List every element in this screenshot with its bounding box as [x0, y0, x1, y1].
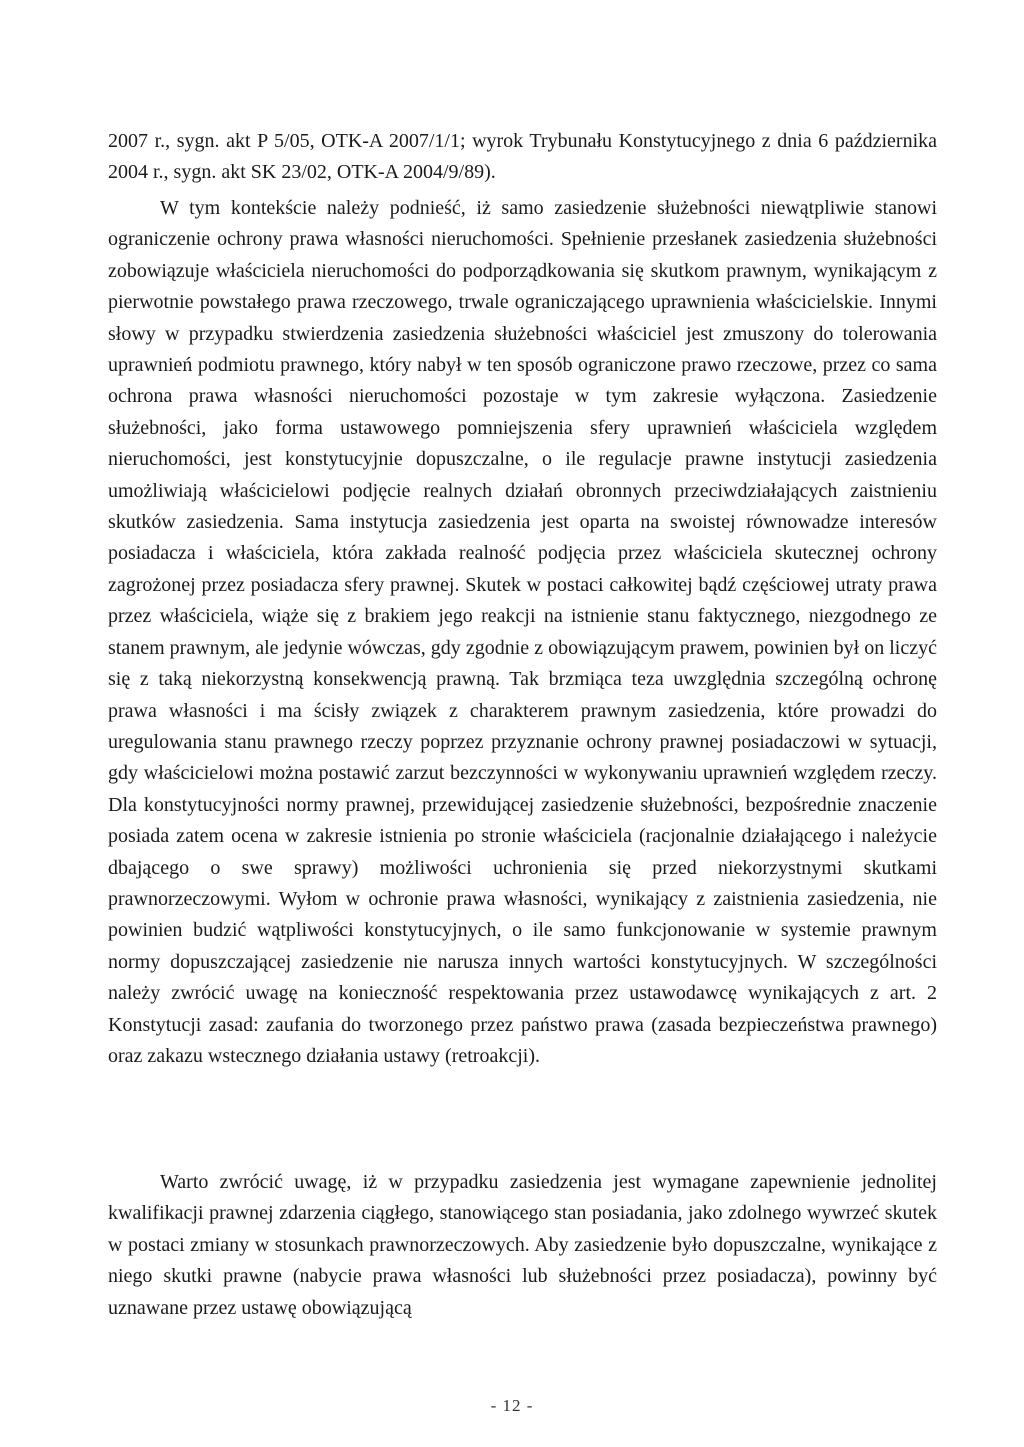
page-number: - 12 - — [490, 1396, 534, 1415]
paragraph-citation-continuation: 2007 r., sygn. akt P 5/05, OTK-A 2007/1/1; wyrok Trybunału Konstytucyjnego z dnia 6 października 2004 r., sygn. akt SK 23/02, OTK-A 2004/9/89). — [108, 130, 937, 184]
paragraph-easement-prescription: W tym kontekście należy podnieść, iż samo zasiedzenie służebności niewątpliwie stanowi ograniczenie ochrony prawa własności nieruchomości. Spełnienie przesłanek zasiedzenia służebności zobowiązuje właściciela nieruchomości do podporządkowania się skutkom prawnym, wynikającym z pierwotnie powstałego prawa rzeczowego, trwale ograniczającego uprawnienia właścicielskie. Innymi słowy w przypadku stwierdzenia zasiedzenia służebności właściciel jest zmuszony do tolerowania uprawnień podmiotu prawnego, który nabył w ten sposób ograniczone prawo rzeczowe, przez co sama ochrona prawa własności nieruchomości pozostaje w tym zakresie wyłączona. Zasiedzenie służebności, jako forma ustawowego pomniejszenia sfery uprawnień właściciela względem nieruchomości, jest konstytucyjnie dopuszczalne, o ile regulacje prawne instytucji zasiedzenia umożliwiają właścicielowi podjęcie realnych działań obronnych przeciwdziałających zaistnieniu skutków zasiedzenia. Sama instytucja zasiedzenia jest oparta na swoistej równowadze interesów posiadacza i właściciela, która zakłada realność podjęcia przez właściciela skutecznej ochrony zagrożonej przez posiadacza sfery prawnej. Skutek w postaci całkowitej bądź częściowej utraty prawa przez właściciela, wiąże się z brakiem jego reakcji na istnienie stanu faktycznego, niezgodnego ze stanem prawnym, ale jedynie wówczas, gdy zgodnie z obowiązującym prawem, powinien był on liczyć się z taką niekorzystną konsekwencją prawną. Tak brzmiąca teza uwzględnia szczególną ochronę prawa własności i ma ścisły związek z charakterem prawnym zasiedzenia, które prowadzi do uregulowania stanu prawnego rzeczy poprzez przyznanie ochrony prawnej posiadaczowi w sytuacji, gdy właścicielowi można postawić zarzut bezczynności w wykonywaniu uprawnień względem rzeczy. Dla konstytucyjności normy prawnej, przewidującej zasiedzenie służebności, bezpośrednie znaczenie posiada zatem ocena w zakresie istnienia po stronie właściciela (racjonalnie działającego i należycie dbającego o swe sprawy) możliwości uchronienia się przed niekorzystnymi skutkami prawnorzeczowymi. Wyłom w ochronie prawa własności, wynikający z zaistnienia zasiedzenia, nie powinien budzić wątpliwości konstytucyjnych, o ile samo funkcjonowanie w systemie prawnym normy dopuszczającej zasiedzenie nie narusza innych wartości konstytucyjnych. W szczególności należy zwrócić uwagę na konieczność respektowania przez ustawodawcę wynikających z art. 2 Konstytucji zasad: zaufania do tworzonego przez państwo prawa (zasada bezpieczeństwa prawnego) oraz zakazu wstecznego działania ustawy (retroakcji). — [108, 197, 937, 1067]
paragraph-uniform-qualification: Warto zwrócić uwagę, iż w przypadku zasiedzenia jest wymagane zapewnienie jednolitej kwalifikacji prawnej zdarzenia ciągłego, stanowiącego stan posiadania, jako zdolnego wywrzeć skutek w postaci zmiany w stosunkach prawnorzeczowych. Aby zasiedzenie było dopuszczalne, wynikające z niego skutki prawne (nabycie prawa własności lub służebności przez posiadacza), powinny być uznawane przez ustawę obowiązującą — [108, 1171, 937, 1319]
